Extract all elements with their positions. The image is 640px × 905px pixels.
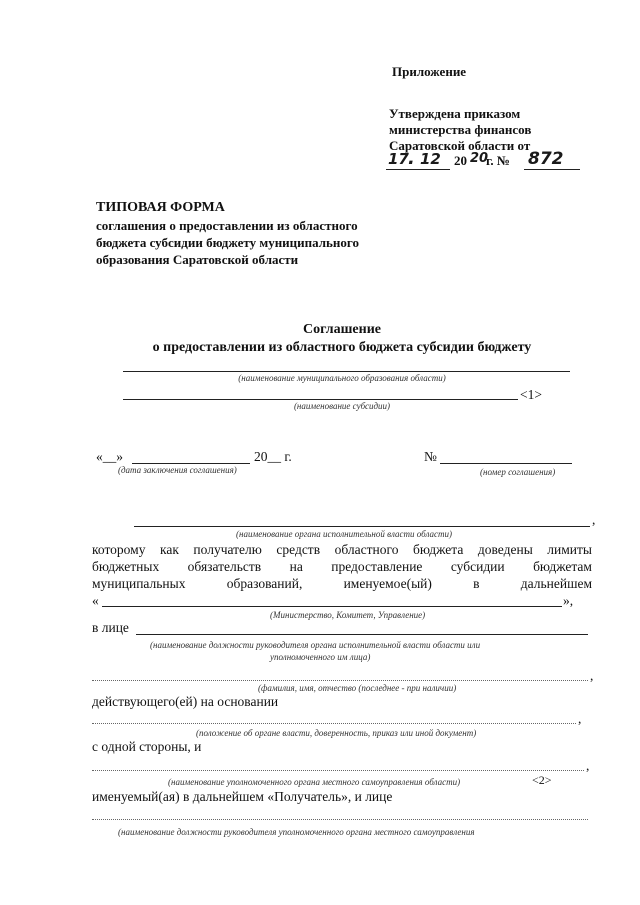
in-person-label: в лице xyxy=(92,620,129,635)
number-sign: № xyxy=(424,449,437,464)
agreement-title: Соглашение xyxy=(303,322,381,337)
year-prefix: 20 xyxy=(454,153,467,168)
subsidy-blank[interactable] xyxy=(123,399,518,400)
recipient-line: именуемый(ая) в дальнейшем «Получатель», и лице xyxy=(92,789,393,804)
caption-position-1: (наименование должности руководителя органа исполнительной власти области или xyxy=(150,640,481,650)
date-year: 20__ г. xyxy=(254,449,292,464)
acting-label: действующего(ей) на основании xyxy=(92,694,279,709)
paragraph-line-3: муниципальных образований, именуемое(ый) в дальнейшем xyxy=(92,576,592,591)
ministry-name-blank[interactable] xyxy=(102,606,562,607)
caption-exec-body: (наименование органа исполнительной власти области) xyxy=(236,529,453,539)
agreement-subtitle: о предоставлении из областного бюджета субсидии бюджету xyxy=(152,340,532,355)
number-underline xyxy=(524,169,580,170)
one-side-label: с одной стороны, и xyxy=(92,739,202,754)
order-number: 872 xyxy=(528,149,564,169)
fio-blank[interactable] xyxy=(92,680,588,681)
year-suffix: 20 xyxy=(470,151,489,166)
form-title-line-2: бюджета субсидии бюджету муниципального xyxy=(96,235,359,250)
date-separator: . xyxy=(408,148,415,169)
local-position-blank[interactable] xyxy=(92,819,588,820)
caption-subsidy: (наименование субсидии) xyxy=(293,401,391,411)
caption-number: (номер соглашения) xyxy=(480,467,556,477)
caption-municipality: (наименование муниципального образования области) xyxy=(238,373,446,383)
form-title: ТИПОВАЯ ФОРМА xyxy=(96,200,225,215)
local-body-blank[interactable] xyxy=(92,770,584,771)
municipality-blank[interactable] xyxy=(123,371,570,372)
document-blank[interactable] xyxy=(92,723,576,724)
order-day: 17 xyxy=(388,150,409,168)
approved-line-2: министерства финансов xyxy=(389,122,532,137)
caption-date: (дата заключения соглашения) xyxy=(118,465,237,475)
caption-local-position: (наименование должности руководителя уполномоченного органа местного самоуправления xyxy=(118,827,475,837)
caption-ministry: (Министерство, Комитет, Управление) xyxy=(270,610,426,620)
year-tail: г. № xyxy=(486,153,511,168)
form-title-line-1: соглашения о предоставлении из областного xyxy=(96,218,358,233)
close-quote: », xyxy=(563,593,574,608)
approved-line-1: Утверждена приказом xyxy=(389,106,521,121)
appendix-label: Приложение xyxy=(392,64,467,79)
paragraph-line-1: которому как получателю средств областного бюджета доведены лимиты xyxy=(92,542,592,557)
order-month: 12 xyxy=(420,150,441,168)
open-quote: « xyxy=(92,593,99,608)
caption-document: (положение об органе власти, доверенность, приказ или иной документ) xyxy=(196,728,477,738)
comma-1: , xyxy=(592,512,596,527)
position-blank[interactable] xyxy=(136,634,588,635)
comma-4: , xyxy=(586,758,590,773)
comma-3: , xyxy=(578,711,582,726)
caption-local-body: (наименование уполномоченного органа местного самоуправления области) xyxy=(168,777,461,787)
form-title-line-3: образования Саратовской области xyxy=(96,252,299,267)
date-underline xyxy=(386,169,450,170)
approved-line-3: Саратовской области от xyxy=(389,138,531,153)
agreement-number-blank[interactable] xyxy=(440,463,572,464)
paragraph-line-2: бюджетных обязательств на предоставление субсидии бюджетам xyxy=(92,559,592,574)
footnote-2: <2> xyxy=(532,773,552,787)
exec-body-blank[interactable] xyxy=(134,526,590,527)
caption-fio: (фамилия, имя, отчество (последнее - при наличии) xyxy=(258,683,457,693)
footnote-1: <1> xyxy=(520,387,542,402)
date-day-quote: «__» xyxy=(96,449,123,464)
comma-2: , xyxy=(590,668,594,683)
date-month-blank[interactable] xyxy=(132,463,250,464)
caption-position-2: уполномоченного им лица) xyxy=(270,652,371,662)
